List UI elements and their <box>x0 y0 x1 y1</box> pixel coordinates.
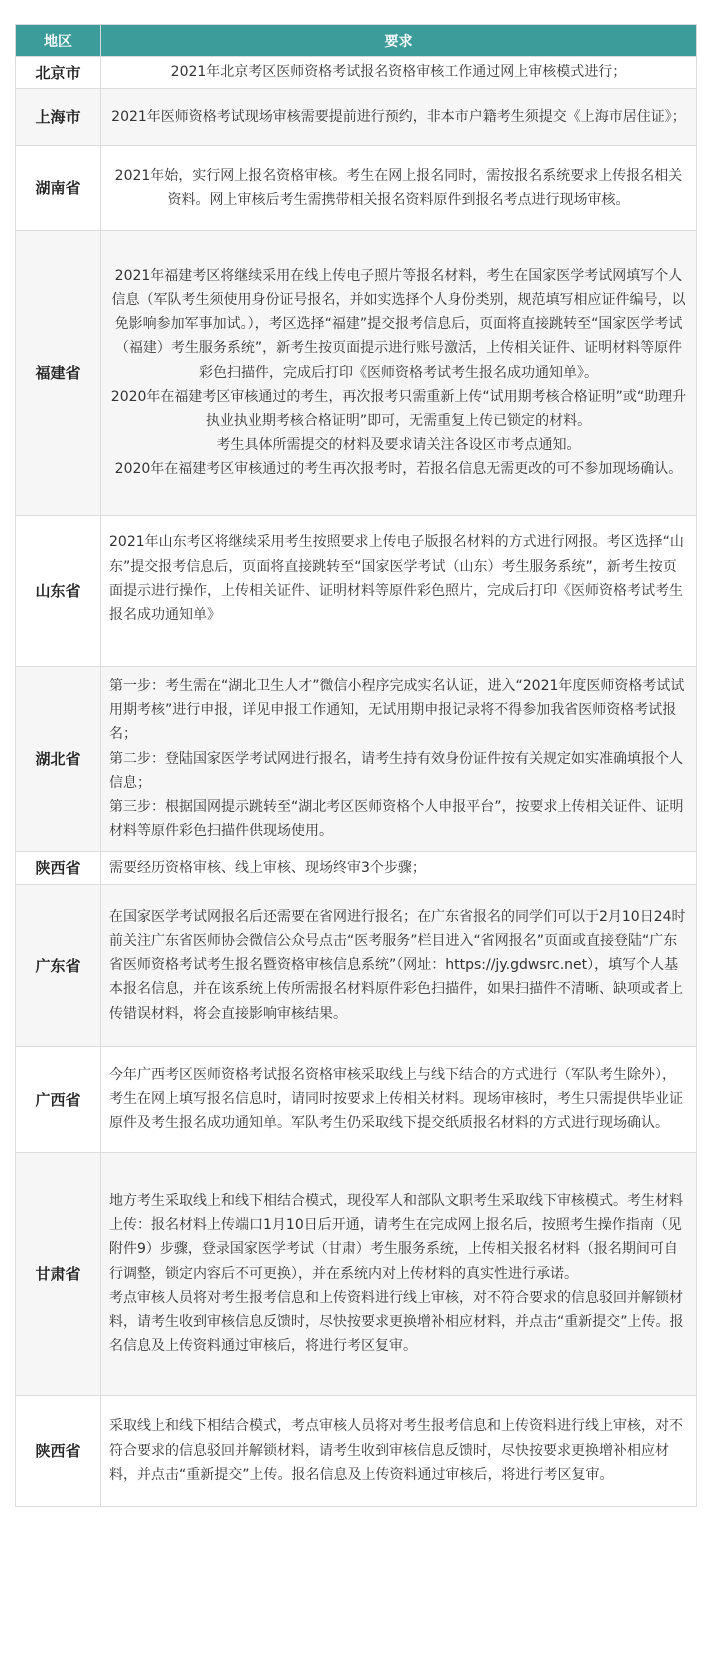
requirement-cell <box>101 667 697 852</box>
requirement-paragraph: 在国家医学考试网报名后还需要在省网进行报名；在广东省报名的同学们可以于2月10日24时前关注广东省医师协会微信公众号点击“医考服务”栏目进入“省网报名”页面或直接登陆“广东省医师资格考试考生报名暨资格审核信息系统”（网址：https://jy.gdwsrc.net），填写个人基本报名信息，并在该系统上传所需报名材料原件彩色扫描件，如果扫描件不清晰、缺项或者上传错误材料，将会直接影响审核结果。 <box>109 908 686 1022</box>
requirement-cell <box>101 231 697 516</box>
requirement-paragraph: 第三步：根据国网提示跳转至“湖北考区医师资格个人申报平台”，按要求上传相关证件、证明材料等原件彩色扫描件供现场使用。 <box>109 799 684 840</box>
table-row <box>16 885 697 1047</box>
requirement-paragraph: 采取线上和线下相结合模式，考点审核人员将对考生报考信息和上传资料进行线上审核，对不符合要求的信息驳回并解锁材料，请考生收到审核信息反馈时，尽快按要求更换增补相应材料，并点击“重新提交”上传。报名信息及上传资料通过审核后，将进行考区复审。 <box>109 1418 683 1483</box>
region-cell: 陕西省 <box>16 852 101 885</box>
table-row <box>16 231 697 516</box>
requirement-paragraph: 2021年福建考区将继续采用在线上传电子照片等报名材料，考生在国家医学考试网填写个人信息（军队考生须使用身份证号报名，并如实选择个人身份类别，规范填写相应证件编号，以免影响参加军事加试。），考区选择“福建”提交报考信息后，页面将直接跳转至“国家医学考试（福建）考生服务系统”，新考生按页面提示进行账号激活，上传相关证件、证明材料等原件彩色扫描件，完成后打印《医师资格考试考生报名成功通知单》。 <box>111 267 686 381</box>
table-row <box>16 1153 697 1396</box>
requirements-table-container <box>15 24 696 1507</box>
requirement-cell <box>101 1396 697 1507</box>
requirement-cell <box>101 57 697 89</box>
requirement-cell <box>101 146 697 231</box>
header-requirement: 要求 <box>101 25 697 57</box>
table-row <box>16 516 697 667</box>
header-region: 地区 <box>16 25 101 57</box>
requirement-paragraph: 地方考生采取线上和线下相结合模式，现役军人和部队文职考生采取线下审核模式。考生材料上传：报名材料上传端口1月10日后开通，请考生在完成网上报名后，按照考生操作指南（见附件9）步骤，登录国家医学考试（甘肃）考生服务系统，上传相关报名材料（报名期间可自行调整，锁定内容后不可更换），并在系统内对上传材料的真实性进行承诺。 <box>109 1192 683 1282</box>
table-row <box>16 1396 697 1507</box>
region-cell: 湖北省 <box>16 667 101 852</box>
table-header-row <box>16 25 697 57</box>
requirement-paragraph: 2021年山东考区将继续采用考生按照要求上传电子版报名材料的方式进行网报。考区选择“山东”提交报考信息后，页面将直接跳转至“国家医学考试（山东）考生服务系统”，新考生按页面提示进行操作，上传相关证件、证明材料等原件彩色照片，完成后打印《医师资格考试考生报名成功通知单》 <box>109 534 684 623</box>
requirement-paragraph: 2020年在福建考区审核通过的考生再次报考时，若报名信息无需更改的可不参加现场确认。 <box>114 461 683 478</box>
requirement-paragraph: 第一步：考生需在“湖北卫生人才”微信小程序完成实名认证，进入“2021年度医师资格考试试用期考核”进行申报，详见申报工作通知，无试用期申报记录将不得参加我省医师资格考试报名； <box>109 677 685 743</box>
requirement-paragraph: 今年广西考区医师资格考试报名资格审核采取线上与线下结合的方式进行（军队考生除外），考生在网上填写报名信息时，请同时按要求上传相关材料。现场审核时，考生只需提供毕业证原件及考生报名成功通知单。军队考生仍采取线下提交纸质报名材料的方式进行现场确认。 <box>109 1066 683 1132</box>
requirement-paragraph: 第二步：登陆国家医学考试网进行报名，请考生持有效身份证件按有关规定如实准确填报个人信息； <box>109 750 683 791</box>
requirements-table <box>15 24 697 1507</box>
requirement-paragraph: 2021年始，实行网上报名资格审核。考生在网上报名同时，需按报名系统要求上传报名相关资料。网上审核后考生需携带相关报名资料原件到报名考点进行现场审核。 <box>114 167 683 208</box>
region-cell: 广西省 <box>16 1047 101 1153</box>
requirement-paragraph: 考生具体所需提交的材料及要求请关注各设区市考点通知。 <box>216 437 581 454</box>
requirement-cell <box>101 1047 697 1153</box>
region-cell: 北京市 <box>16 57 101 89</box>
table-row <box>16 667 697 852</box>
table-row <box>16 89 697 146</box>
region-cell: 广东省 <box>16 885 101 1047</box>
region-cell: 山东省 <box>16 516 101 667</box>
requirement-cell <box>101 1153 697 1396</box>
requirement-paragraph: 2021年北京考区医师资格考试报名资格审核工作通过网上审核模式进行； <box>170 64 627 80</box>
table-row <box>16 1047 697 1153</box>
requirement-paragraph: 需要经历资格审核、线上审核、现场终审3个步骤； <box>109 859 426 876</box>
region-cell: 甘肃省 <box>16 1153 101 1396</box>
requirement-paragraph: 考点审核人员将对考生报考信息和上传资料进行线上审核，对不符合要求的信息驳回并解锁材料，请考生收到审核信息反馈时，尽快按要求更换增补相应材料，并点击“重新提交”上传。报名信息及上传资料通过审核后，将进行考区复审。 <box>109 1289 684 1355</box>
requirement-paragraph: 2020年在福建考区审核通过的考生，再次报考只需重新上传“试用期考核合格证明”或“助理升执业执业期考核合格证明”即可，无需重复上传已锁定的材料。 <box>110 388 687 429</box>
region-cell: 陕西省 <box>16 1396 101 1507</box>
table-row <box>16 852 697 885</box>
requirement-paragraph: 2021年医师资格考试现场审核需要提前进行预约，非本市户籍考生须提交《上海市居住证》； <box>111 108 686 125</box>
requirement-cell <box>101 885 697 1047</box>
requirement-cell <box>101 852 697 885</box>
table-row <box>16 146 697 231</box>
region-cell: 福建省 <box>16 231 101 516</box>
region-cell: 上海市 <box>16 89 101 146</box>
table-body <box>16 57 697 1507</box>
requirement-cell <box>101 516 697 667</box>
table-row <box>16 57 697 89</box>
region-cell: 湖南省 <box>16 146 101 231</box>
requirement-cell <box>101 89 697 146</box>
